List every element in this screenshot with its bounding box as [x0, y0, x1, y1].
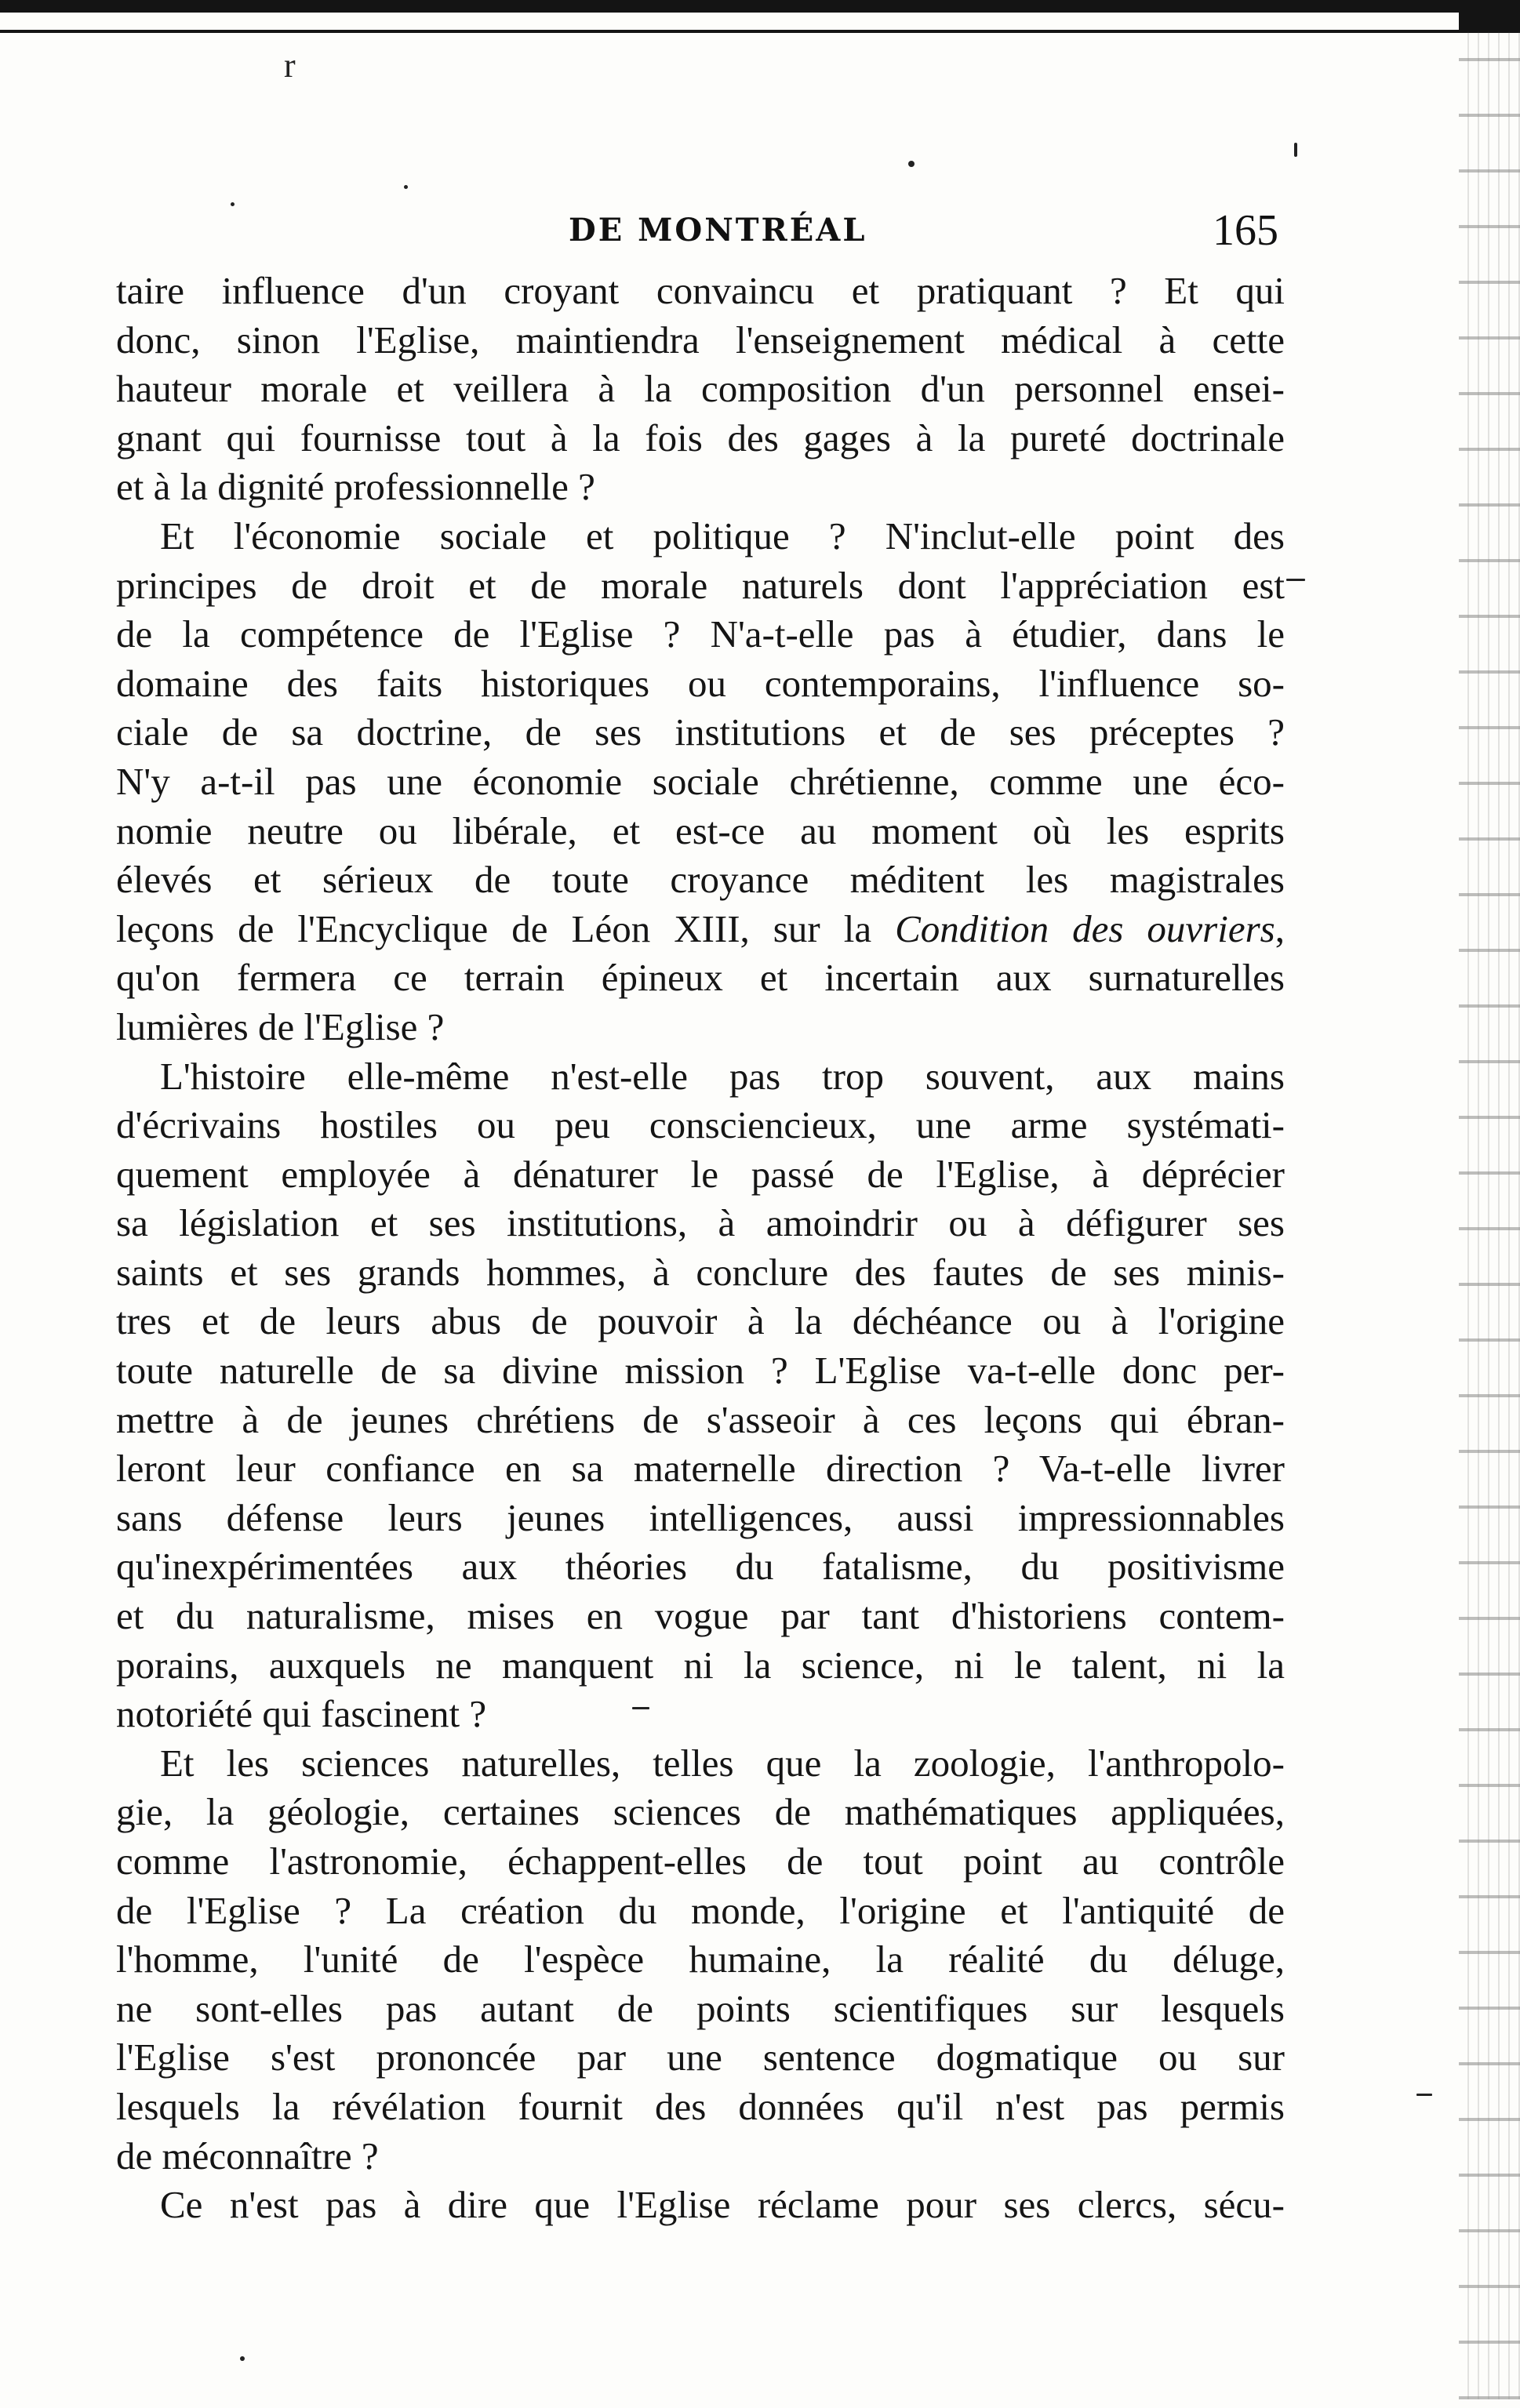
- work-title: Condition des ouvriers: [895, 906, 1275, 950]
- text-line: de la compétence de l'Eglise ? N'a-t-elle pas à étudier, dans le: [116, 612, 1285, 656]
- text-line: domaine des faits historiques ou contemporains, l'influence so-: [116, 661, 1285, 705]
- text-line: Ce n'est pas à dire que l'Eglise réclame pour ses clercs, sécu-: [160, 2183, 1285, 2227]
- scan-top-border: [0, 0, 1520, 33]
- text-line: mettre à de jeunes chrétiens de s'asseoir à ces leçons qui ébran-: [116, 1397, 1285, 1441]
- scan-speck: [1416, 2094, 1432, 2096]
- text-line: saints et ses grands hommes, à conclure des fautes de ses minis-: [116, 1250, 1285, 1294]
- scan-top-border-inner: [0, 13, 1459, 30]
- text-line: qu'inexpérimentées aux théories du fatalisme, du positivisme: [116, 1545, 1285, 1589]
- text-line: ciale de sa doctrine, de ses institutions et de ses préceptes ?: [116, 710, 1285, 754]
- text-line: gie, la géologie, certaines sciences de mathématiques appliquées,: [116, 1790, 1285, 1834]
- text-line: élevés et sérieux de toute croyance méditent les magistrales: [116, 858, 1285, 902]
- text-line: gnant qui fournisse tout à la fois des gages à la pureté doctrinale: [116, 416, 1285, 459]
- page-number: 165: [1213, 206, 1278, 255]
- text-line: tres et de leurs abus de pouvoir à la déchéance ou à l'origine: [116, 1299, 1285, 1343]
- text-line: comme l'astronomie, échappent-elles de tout point au contrôle: [116, 1840, 1285, 1883]
- text-line: notoriété qui fascinent ?: [116, 1692, 487, 1736]
- text-line: N'y a-t-il pas une économie sociale chrétienne, comme une éco-: [116, 759, 1285, 803]
- scan-mark: r: [284, 46, 296, 85]
- scan-speck: [404, 185, 408, 189]
- text-line: principes de droit et de morale naturels dont l'appréciation est: [116, 563, 1285, 607]
- scan-edge-speckle: [1459, 31, 1520, 2399]
- text-line: toute naturelle de sa divine mission ? L'Eglise va-t-elle donc per-: [116, 1349, 1285, 1393]
- text-line: sans défense leurs jeunes intelligences, aussi impressionnables: [116, 1495, 1285, 1539]
- text-line: d'écrivains hostiles ou peu consciencieux, une arme systémati-: [116, 1103, 1285, 1147]
- text-line: taire influence d'un croyant convaincu et pratiquant ? Et qui: [116, 269, 1285, 312]
- text-line: donc, sinon l'Eglise, maintiendra l'enseignement médical à cette: [116, 318, 1285, 361]
- text-line: Et les sciences naturelles, telles que la zoologie, l'anthropolo-: [160, 1741, 1285, 1785]
- text-line: porains, auxquels ne manquent ni la science, ni le talent, ni la: [116, 1643, 1285, 1687]
- text-line: Et l'économie sociale et politique ? N'inclut-elle point des: [160, 514, 1285, 558]
- scan-speck: [1286, 579, 1305, 581]
- text-line: leçons de l'Encyclique de Léon XIII, sur la Condition des ouvriers,: [116, 906, 1285, 950]
- text-line: hauteur morale et veillera à la composition d'un personnel ensei-: [116, 367, 1285, 411]
- scan-speck: [231, 202, 235, 206]
- text-line: L'histoire elle-même n'est-elle pas trop souvent, aux mains: [160, 1054, 1285, 1098]
- text-line: qu'on fermera ce terrain épineux et incertain aux surnaturelles: [116, 956, 1285, 1000]
- text-line: nomie neutre ou libérale, et est-ce au moment où les esprits: [116, 808, 1285, 852]
- text-line: et du naturalisme, mises en vogue par tant d'historiens contem-: [116, 1594, 1285, 1638]
- text-line: de méconnaître ?: [116, 2134, 379, 2177]
- text-line: ne sont-elles pas autant de points scientifiques sur lesquels: [116, 1986, 1285, 2030]
- text-line: lumières de l'Eglise ?: [116, 1004, 445, 1048]
- body-text: [116, 267, 1285, 2230]
- scan-speck: [240, 2356, 245, 2361]
- page-header: [110, 206, 1278, 274]
- text-line: sa législation et ses institutions, à amoindrir ou à défigurer ses: [116, 1201, 1285, 1245]
- text-line: et à la dignité professionnelle ?: [116, 465, 595, 509]
- text-line: l'Eglise s'est prononcée par une sentence dogmatique ou sur: [116, 2036, 1285, 2079]
- scan-speck: [1294, 143, 1297, 157]
- text-line: leront leur confiance en sa maternelle direction ? Va-t-elle livrer: [116, 1447, 1285, 1491]
- running-head: DE MONTRÉAL: [569, 212, 867, 249]
- text-line: quement employée à dénaturer le passé de l'Eglise, à déprécier: [116, 1152, 1285, 1196]
- text-line: l'homme, l'unité de l'espèce humaine, la réalité du déluge,: [116, 1938, 1285, 1981]
- scan-speck: [908, 161, 915, 167]
- text-line: lesquels la révélation fournit des données qu'il n'est pas permis: [116, 2084, 1285, 2128]
- text-line: de l'Eglise ? La création du monde, l'origine et l'antiquité de: [116, 1888, 1285, 1932]
